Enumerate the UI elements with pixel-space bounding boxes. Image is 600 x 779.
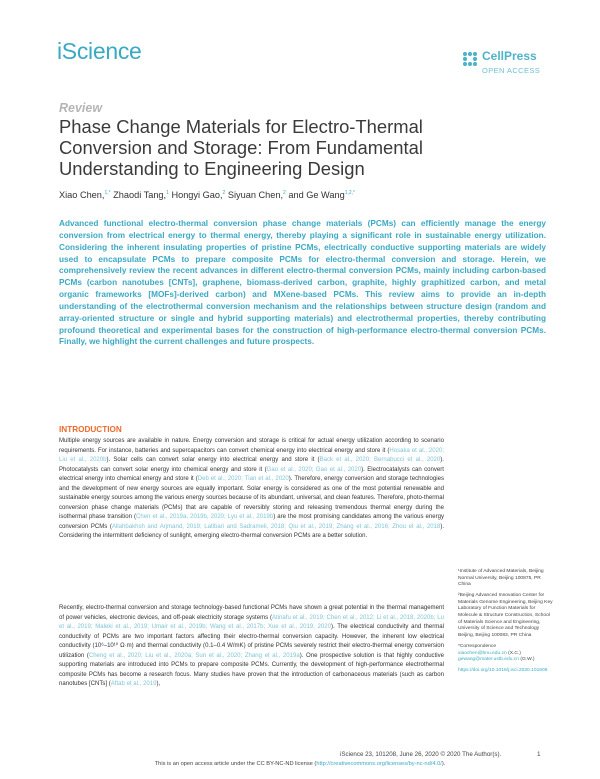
author-affiliation-mark: 1,2,*	[344, 190, 355, 196]
affiliation-1: ¹Institute of Advanced Materials, Beijing Normal University, Beijing 100875, PR China	[458, 569, 544, 588]
citation-link[interactable]: Allahbakhsh and Arjmand, 2019; Latibari and Sadrameli, 2018; Qiu et al., 2019; Zhang et al., 2016; Zhou et al., 2018	[111, 523, 441, 530]
paragraph-text: ),	[156, 681, 161, 687]
paragraph-text: ). The electrical conductivity and thermal conductivity of PCMs are two important factors affecting their electro-thermal conversion capacity. However, the inherent low electrical conductivity (10⁶–10¹⁰ Ω·m) and thermal conductivity (0.1–0.4 W/mK) of pristine PCMs severely restrict their electro-thermal energy conversion utilization (	[59, 624, 445, 659]
citation-link[interactable]: Aftab et al., 2019	[110, 681, 157, 687]
intro-paragraph-1	[59, 437, 444, 542]
publisher-name: CellPress	[482, 49, 537, 63]
intro-paragraph-2	[59, 604, 444, 690]
email-link-2[interactable]: gewang@mater.ustb.edu.cn	[458, 657, 519, 663]
paragraph-text: Multiple energy sources are available in nature. Energy conversion and storage is critical for actual energy utilization according to scenario requirements. For instance, batteries and supercapacitors can convert chemical energy into electrical energy and store it (	[59, 438, 444, 454]
affiliation-2: ²Beijing Advanced Innovation Center for Materials Genome Engineering, Beijing Key Laboratory of Function Materials for Molecule & Structure Construction, School of Materials Science and Engineering, University of Science and Technology Beijing, Beijing 100083, PR China	[458, 593, 553, 638]
citation-link[interactable]: Deb et al., 2020; Tian et al., 2020	[197, 476, 289, 482]
citation-link[interactable]: Hosaka et al., 2020; Liu et al., 2020b	[59, 447, 444, 463]
paragraph-text: ). Solar cells can convert solar energy into electrical energy and store it (	[106, 457, 320, 463]
author-name: Xiao Chen,	[59, 190, 105, 201]
citation-link[interactable]: Back et al., 2020; Bernabucci et al., 2020	[319, 457, 441, 463]
citation-link[interactable]: Chen et al., 2019a, 2019b, 2020; Lyu et al., 2019b	[135, 514, 274, 520]
author-name: Siyuan Chen,	[225, 190, 284, 201]
section-heading: INTRODUCTION	[59, 425, 122, 434]
license-text: This is an open access article under the CC BY-NC-ND license (	[154, 761, 317, 767]
affiliations-sidebar	[458, 569, 553, 675]
author-affiliation-mark: 1,*	[104, 190, 111, 196]
paragraph-text: ). Photocatalysts can convert solar energy into chemical energy and store it (	[59, 457, 444, 473]
email-owner-1: (X.C.)	[508, 650, 521, 656]
author-name: Zhaodi Tang,	[110, 190, 167, 201]
license-line	[0, 761, 600, 767]
correspondence-contact-2	[458, 657, 553, 664]
author-name: Hongyi Gao,	[168, 190, 223, 201]
page-number: 1	[537, 751, 541, 758]
paragraph-text: ). One prospective solution is that highly conductive supporting materials are introduced into PCMs to prepare composite PCMs. Currently, the development of high-performance electrothermal composite PCMs has become a research focus. Many studies have proven that the introduction of carbonaceous materials (such as carbon nanotubes [CNTs] (	[59, 652, 444, 687]
paragraph-text: ). Considering the intermittent deficiency of sunlight, emerging electro-thermal conversion PCMs are a better solution.	[59, 523, 445, 539]
paragraph-text: ). Therefore, energy conversion and storage technologies and the development of new energy sources are equally important. Solar energy is considered as one of the most potential renewable and sustainable energy sources among the various energy sources because of its abundant, universal, and clean features. Therefore, photo-thermal conversion phase change materials (PCMs) that are capable of reversibly storing and releasing tremendous thermal energy during the isothermal phase transition (	[59, 476, 444, 520]
author-affiliation-mark: 1	[166, 190, 169, 196]
article-type: Review	[59, 101, 103, 115]
correspondence-label: *Correspondence	[458, 643, 497, 649]
article-title: Phase Change Materials for Electro-Thermal Conversion and Storage: From Fundamental Understanding to Engineering Design	[59, 116, 423, 179]
doi-link[interactable]: https://doi.org/10.1016/j.isci.2020.101606	[458, 668, 548, 674]
footer-citation: iScience 23, 101208, June 26, 2020 © 2020 The Author(s).	[340, 751, 502, 758]
license-close: ).	[441, 761, 446, 767]
paragraph-text: ). Electrocatalysts can convert electrical energy into chemical energy and store it (	[59, 466, 444, 482]
paragraph-text: Recently, electro-thermal conversion and storage technology-based functional PCMs have shown a great potential in the thermal management of power vehicles, electronic devices, and off-peak electricity storage systems (	[59, 605, 444, 621]
author-list	[59, 190, 519, 200]
open-access-label: OPEN ACCESS	[482, 66, 541, 75]
author-affiliation-mark: 2	[222, 190, 226, 196]
abstract: Advanced functional electro-thermal conversion phase change materials (PCMs) can efficiently manage the energy conversion from electrical energy to thermal energy, thereby playing a significant role in sustainable energy utilization. Considering the inherent insulating properties of pristine PCMs, electrically conductive supporting materials are widely used to encapsulate PCMs to prepare composite PCMs for electro-thermal conversion and storage. Herein, we comprehensively review the recent advances in different electro-thermal conversion PCMs, mainly including carbon-based PCMs (carbon nanotubes [CNTs], graphene, biomass-derived carbon, graphite, highly graphitized carbon, and metal organic frameworks [MOFs]-derived carbon) and MXene-based PCMs. This review aims to provide an in-depth understanding of the electrothermal conversion mechanism and the relationships between structure design (random and array-oriented structure or single and hybrid supporting materials) and electrothermal properties, thereby contributing profound theoretical and experimental bases for the construction of high-performance electro-thermal conversion PCMs. Finally, we highlight the current challenges and future prospects.	[59, 219, 546, 347]
citation-link[interactable]: Atinafu et al., 2019; Chen et al., 2012; Li et al., 2018, 2020b; Lu et al., 2019; Maleki et al., 2019; Umair et al., 2019b; Wang et al., 2017b; Xue et al., 2019, 2020	[59, 614, 444, 630]
journal-name: iScience	[57, 38, 142, 64]
author-affiliation-mark: 2	[283, 190, 286, 196]
citation-link[interactable]: Cheng et al., 2020; Liu et al., 2020a; Sun et al., 2020; Zhang et al., 2019a	[88, 652, 300, 659]
email-owner-2: (G.W.)	[520, 657, 535, 663]
license-link[interactable]: http://creativecommons.org/licenses/by-nc-nd/4.0/	[316, 761, 442, 767]
paragraph-text: ) are the most promising candidates among the various energy conversion PCMs (	[59, 514, 444, 530]
author-name: and Ge Wang	[285, 190, 345, 201]
cellpress-logo-icon	[461, 50, 479, 68]
email-link-1[interactable]: xiaochen@bnu.edu.cn	[458, 650, 507, 656]
citation-link[interactable]: Gao et al., 2020; Gao et al., 2020	[266, 466, 362, 473]
